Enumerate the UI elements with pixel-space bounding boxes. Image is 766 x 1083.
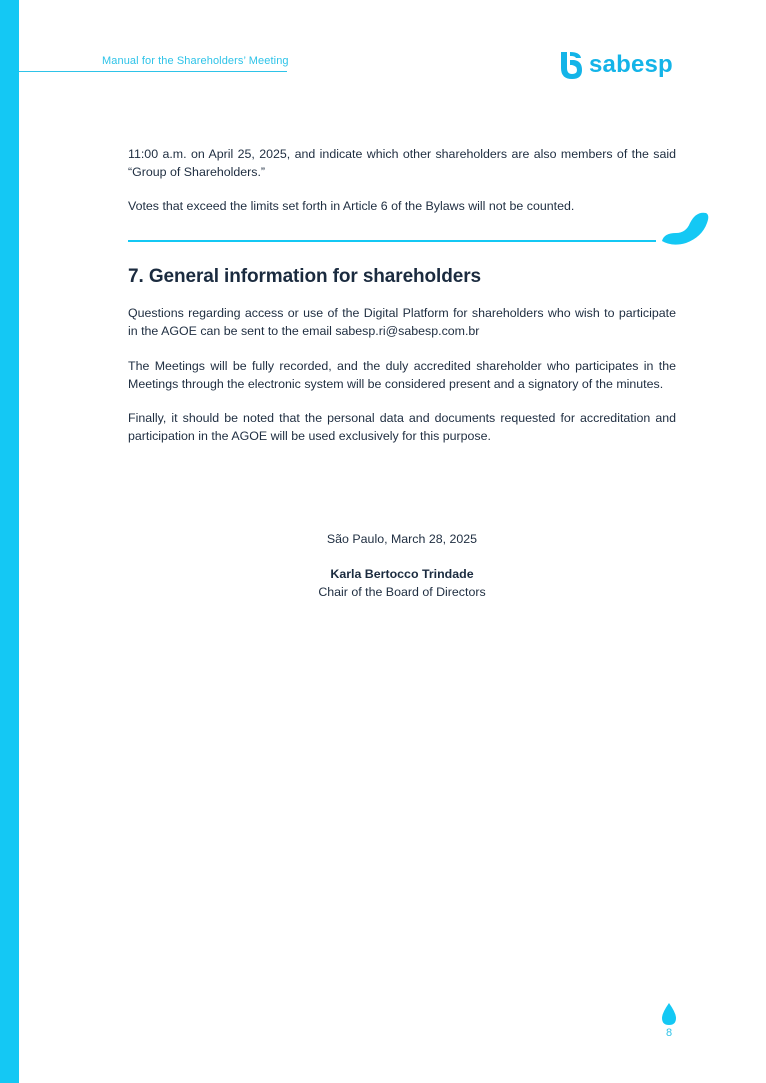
water-drop-icon bbox=[660, 211, 710, 247]
section-heading: 7. General information for shareholders bbox=[128, 266, 481, 287]
signer-role: Chair of the Board of Directors bbox=[318, 585, 486, 599]
paragraph-personal-data: Finally, it should be noted that the personal data and documents requested for accreditation and participation in the AGOE will be used exclusively for this purpose. bbox=[128, 411, 676, 443]
page-number: 8 bbox=[665, 1027, 673, 1039]
sabesp-logo-icon bbox=[558, 50, 584, 80]
place-date: São Paulo, March 28, 2025 bbox=[326, 532, 478, 546]
sabesp-logo bbox=[558, 50, 678, 82]
side-accent-bar bbox=[0, 0, 19, 1083]
paragraph-continued: 11:00 a.m. on April 25, 2025, and indicate which other shareholders are also members of the said “Group of Shareholders.” bbox=[128, 147, 676, 179]
drop-icon bbox=[662, 1003, 676, 1025]
signer-name: Karla Bertocco Trindade bbox=[330, 567, 474, 581]
paragraph-votes: Votes that exceed the limits set forth in Article 6 of the Bylaws will not be counted. bbox=[128, 199, 575, 213]
logo-wordmark: sabesp bbox=[589, 51, 673, 78]
paragraph-recording: The Meetings will be fully recorded, and the duly accredited shareholder who participates in the Meetings through the electronic system will be considered present and a signatory of the minutes. bbox=[128, 359, 676, 391]
header-divider bbox=[19, 71, 287, 72]
section-divider bbox=[128, 240, 656, 242]
paragraph-questions: Questions regarding access or use of the Digital Platform for shareholders who wish to participate in the AGOE can be sent to the email sabesp.ri@sabesp.com.br bbox=[128, 306, 676, 338]
document-title: Manual for the Shareholders’ Meeting bbox=[102, 55, 289, 67]
